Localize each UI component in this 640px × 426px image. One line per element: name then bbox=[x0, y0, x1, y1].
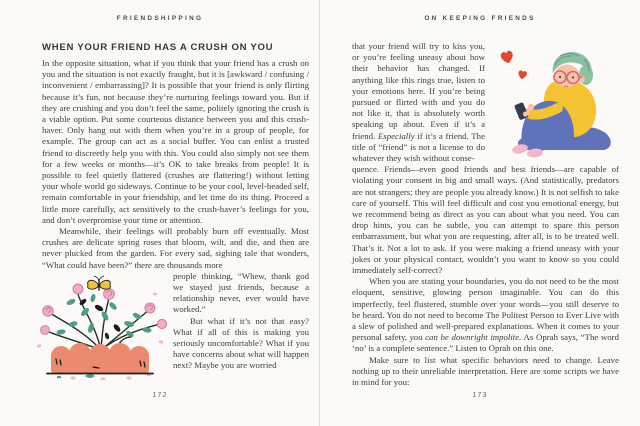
person-texting-illustration bbox=[492, 44, 619, 162]
heart-icon bbox=[518, 70, 528, 80]
italic-text-segment: you can be downright impolite. bbox=[409, 332, 522, 343]
gutter-divider bbox=[319, 0, 320, 426]
body-paragraph: Meanwhile, their feelings will probably burn off eventually. Most crushes are delicate spring roses that bloom, wilt, and die, and then are never plucked from the garden. For every sad, sighing tale that wonders, “What could have been?” there are thousands more bbox=[42, 226, 309, 270]
fallen-leaves bbox=[57, 374, 95, 378]
hand bbox=[528, 104, 534, 110]
rose-bush-svg bbox=[33, 272, 168, 380]
page-number: 172 bbox=[152, 392, 168, 399]
planter-box bbox=[51, 343, 149, 373]
stems bbox=[47, 294, 160, 350]
person-texting-svg bbox=[492, 44, 619, 162]
body-paragraph: people thinking, “Whew, thank god we stayed just friends, because a relationship never, ever would have worked.” bbox=[173, 270, 309, 315]
heart-icons bbox=[500, 50, 527, 80]
rose-bush-illustration bbox=[33, 272, 168, 380]
heart-icon bbox=[500, 50, 515, 64]
left-page bbox=[42, 42, 309, 380]
butterfly-icon bbox=[88, 276, 111, 290]
section-heading: WHEN YOUR FRIEND HAS A CRUSH ON YOU bbox=[42, 42, 274, 53]
leaves bbox=[56, 293, 152, 338]
text-segment: When you are stating your boundaries, you do not need to be the most eloquent, sensitive, glowing person imaginable. You can do this imperfectly, feel flustered, stumble over your words—you still deserve to be heard. You do not need to become The Politest Person to Ever Live with a slew of polished and well-prepared explanations. When it comes to your personal safety, bbox=[352, 276, 619, 343]
eye bbox=[572, 77, 574, 79]
text-segment: if it’s a friend. The title of “friend” is not a license to do whatever they wish without conse- bbox=[352, 130, 485, 164]
body-paragraph: In the opposite situation, what if you think that your friend has a crush on you and the situation is not exactly fraught, but it is [awkward / confusing / inconvenient / embarrassing]? It is possible that your friend is only flirting because it’s fun, not because they’re nurturing feelings toward you. But if they are crushing and you don’t feel the same, politely ignoring the crush is a viable option. Put some courteous distance between you and this crush-haver. Only hang out with them when you’re in a group of people, for example. The group can act as a social buffer. You can enlist a trusted friend to discreetly help you with this. You could also simply not see them for a few weeks or months—it’s OK to take breaks from people! It is possible to feel quietly flattered (crushes are flattering!) without letting your whole world go sideways. Continue to be your cool, level-headed self, remain comfortable in your friendship, and let time do its thing. Proceed a little more carefully, act sensitively to the crush-haver’s feelings for you, and don’t overpromise your time or attention. bbox=[42, 58, 309, 225]
body-paragraph: But what if it’s not that easy? What if all of this is making you seriously uncomfortable? What if you have concerns about what will happen next? Maybe you are worried bbox=[173, 315, 309, 371]
running-head-left: FRIENDSHIPPING bbox=[116, 15, 204, 22]
dark-leaves bbox=[79, 298, 122, 340]
eye bbox=[559, 76, 561, 78]
body-paragraph: quence. Friends—even good friends and best friends—are capable of violating your consent in big and small ways. (And statistically, predators are not strangers; they are people you already know.) It is not selfish to take care of yourself. This will feel difficult and cost you emotional energy, but we recommend being as direct as you can about what you need. You can drop hints, you can be subtle, you can attempt to spare this person embarrassment, but what you are requesting, after all, is to be treated well. That’s it. Not a lot to ask. If you were making a friend uneasy with your jokes or your physical contact, wouldn’t you want to know so you could immediately self-correct? bbox=[352, 164, 619, 276]
italic-text-segment: Especially bbox=[377, 130, 415, 141]
hand bbox=[523, 111, 528, 116]
right-page bbox=[352, 41, 619, 388]
body-paragraph bbox=[352, 41, 485, 164]
text-segment: As Oprah says, “The word ‘no’ is a complete sentence.” Listen to Oprah on this one. bbox=[352, 332, 619, 354]
body-paragraph: Make sure to list what specific behaviors need to change. Leave nothing up to their unreliable interpretation. Here are some scripts we have in mind for you: bbox=[352, 354, 619, 388]
page-number: 173 bbox=[472, 392, 488, 399]
body-paragraph bbox=[352, 276, 619, 354]
running-head-right: ON KEEPING FRIENDS bbox=[424, 15, 536, 22]
text-segment: that your friend will try to kiss you, or you’re feeling uneasy about how their behavior has changed. If anything like this rings true, listen to your emotions here. If you’re being pursued or flirted with and you do not like it, that is absolutely worth speaking up about. Even if it’s a friend. bbox=[352, 41, 485, 141]
